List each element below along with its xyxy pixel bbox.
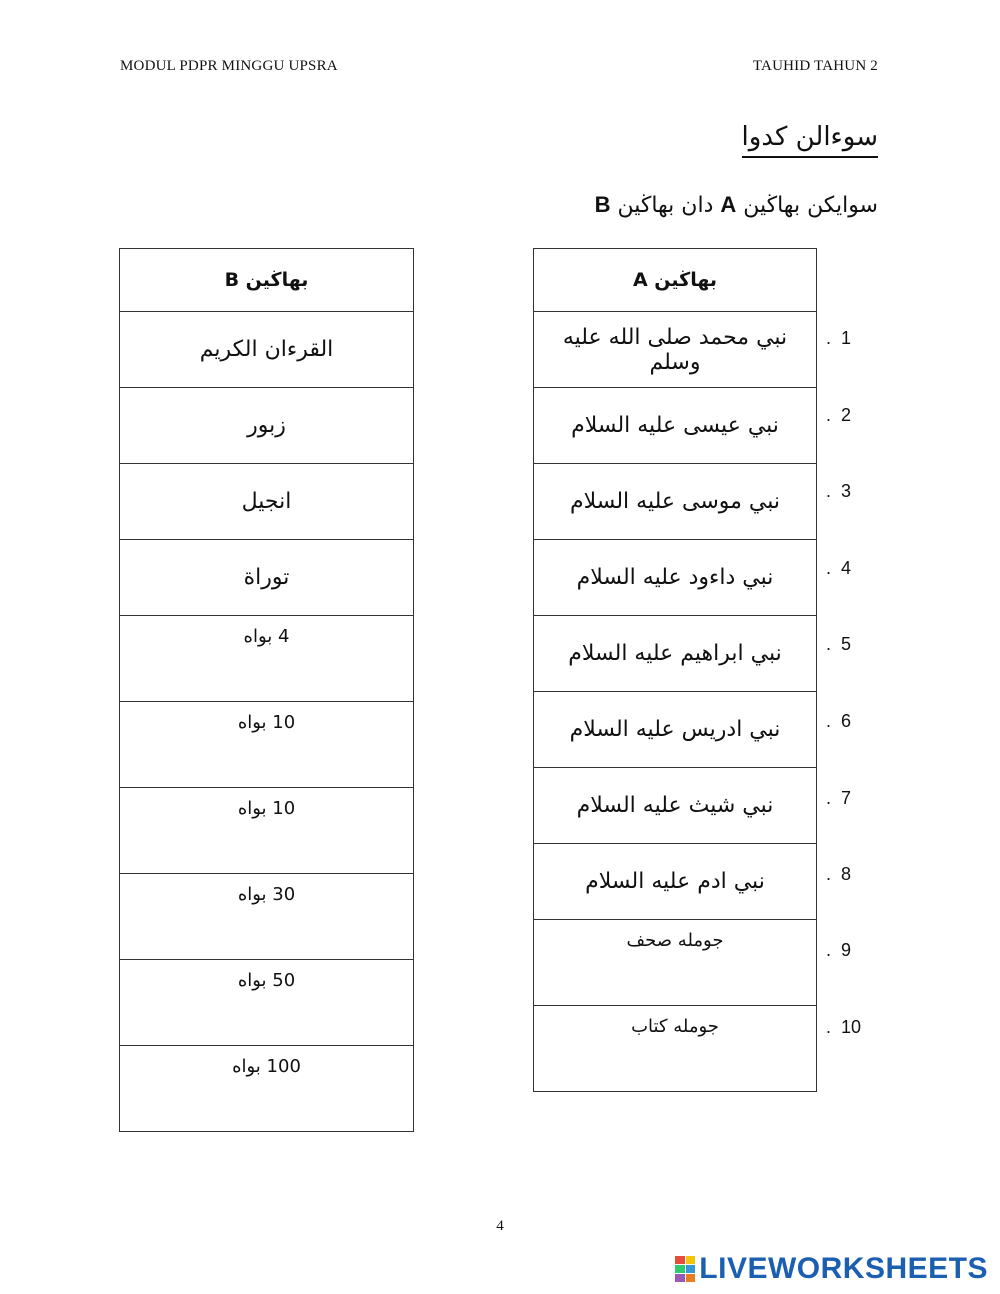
item-number: . 3 xyxy=(826,481,852,501)
column-a-item[interactable]: نبي ادم عليه السلام xyxy=(534,844,817,920)
number-dot: . xyxy=(826,788,832,808)
logo-block xyxy=(686,1274,696,1282)
instruction-b: B xyxy=(594,192,611,217)
column-a-item[interactable]: نبي ادريس عليه السلام xyxy=(534,692,817,768)
brand[interactable] xyxy=(675,1252,988,1286)
column-b-item[interactable]: 30 بواه xyxy=(120,874,414,960)
column-b-item[interactable]: 10 بواه xyxy=(120,788,414,874)
column-b-item[interactable]: القرءان الكريم xyxy=(120,312,414,388)
column-a-item[interactable]: جومله كتاب xyxy=(534,1006,817,1092)
number-dot: . xyxy=(826,711,832,731)
column-a-item[interactable]: جومله صحف xyxy=(534,920,817,1006)
item-number: . 9 xyxy=(826,940,852,960)
column-b-header: بهاڬين B xyxy=(120,249,414,312)
logo-block xyxy=(675,1274,685,1282)
section-title: سوءالن كدوا xyxy=(742,122,878,158)
header-left: MODUL PDPR MINGGU UPSRA xyxy=(120,58,338,74)
item-number: . 8 xyxy=(826,864,852,884)
column-b-item[interactable]: توراة xyxy=(120,540,414,616)
column-a-item[interactable]: نبي شيث عليه السلام xyxy=(534,768,817,844)
column-b-item[interactable]: انجيل xyxy=(120,464,414,540)
column-a-item[interactable]: نبي موسى عليه السلام xyxy=(534,464,817,540)
number-dot: . xyxy=(826,1017,832,1037)
number-dot: . xyxy=(826,481,832,501)
number-dot: . xyxy=(826,558,832,578)
column-b-item[interactable]: 4 بواه xyxy=(120,616,414,702)
number-dot: . xyxy=(826,864,832,884)
number-dot: . xyxy=(826,940,832,960)
column-a-item[interactable]: نبي ابراهيم عليه السلام xyxy=(534,616,817,692)
item-number: . 10 xyxy=(826,1017,862,1037)
item-number: . 6 xyxy=(826,711,852,731)
column-a-item[interactable]: نبي عيسى عليه السلام xyxy=(534,388,817,464)
page-number: 4 xyxy=(496,1218,504,1234)
column-a-header: بهاڬين A xyxy=(534,249,817,312)
number-dot: . xyxy=(826,634,832,654)
column-b-table xyxy=(119,248,414,1132)
column-b-item[interactable]: 50 بواه xyxy=(120,960,414,1046)
item-number: . 2 xyxy=(826,405,852,425)
column-b-item[interactable]: 10 بواه xyxy=(120,702,414,788)
column-a-item[interactable]: نبي داءود عليه السلام xyxy=(534,540,817,616)
column-a-item[interactable]: نبي محمد صلى الله عليه وسلم xyxy=(534,312,817,388)
column-b-item[interactable]: 100 بواه xyxy=(120,1046,414,1132)
number-dot: . xyxy=(826,328,832,348)
header-right: TAUHID TAHUN 2 xyxy=(752,58,878,74)
column-a-table xyxy=(533,248,817,1092)
number-dot: . xyxy=(826,405,832,425)
logo-block xyxy=(675,1256,685,1264)
brand-name: LIVEWORKSHEETS xyxy=(699,1252,988,1285)
instruction-mid: دان بهاڬين xyxy=(610,193,721,218)
logo-block xyxy=(675,1265,685,1273)
item-number: . 5 xyxy=(826,634,852,654)
item-number: . 7 xyxy=(826,788,852,808)
item-number: . 1 xyxy=(826,328,852,348)
column-b-item[interactable]: زبور xyxy=(120,388,414,464)
logo-block xyxy=(686,1256,696,1264)
instruction xyxy=(595,192,878,218)
brand-logo-icon xyxy=(675,1256,695,1282)
instruction-a: A xyxy=(720,192,737,217)
item-number: . 4 xyxy=(826,558,852,578)
logo-block xyxy=(686,1265,696,1273)
instruction-pre: سوايكن بهاڬين xyxy=(736,193,878,218)
